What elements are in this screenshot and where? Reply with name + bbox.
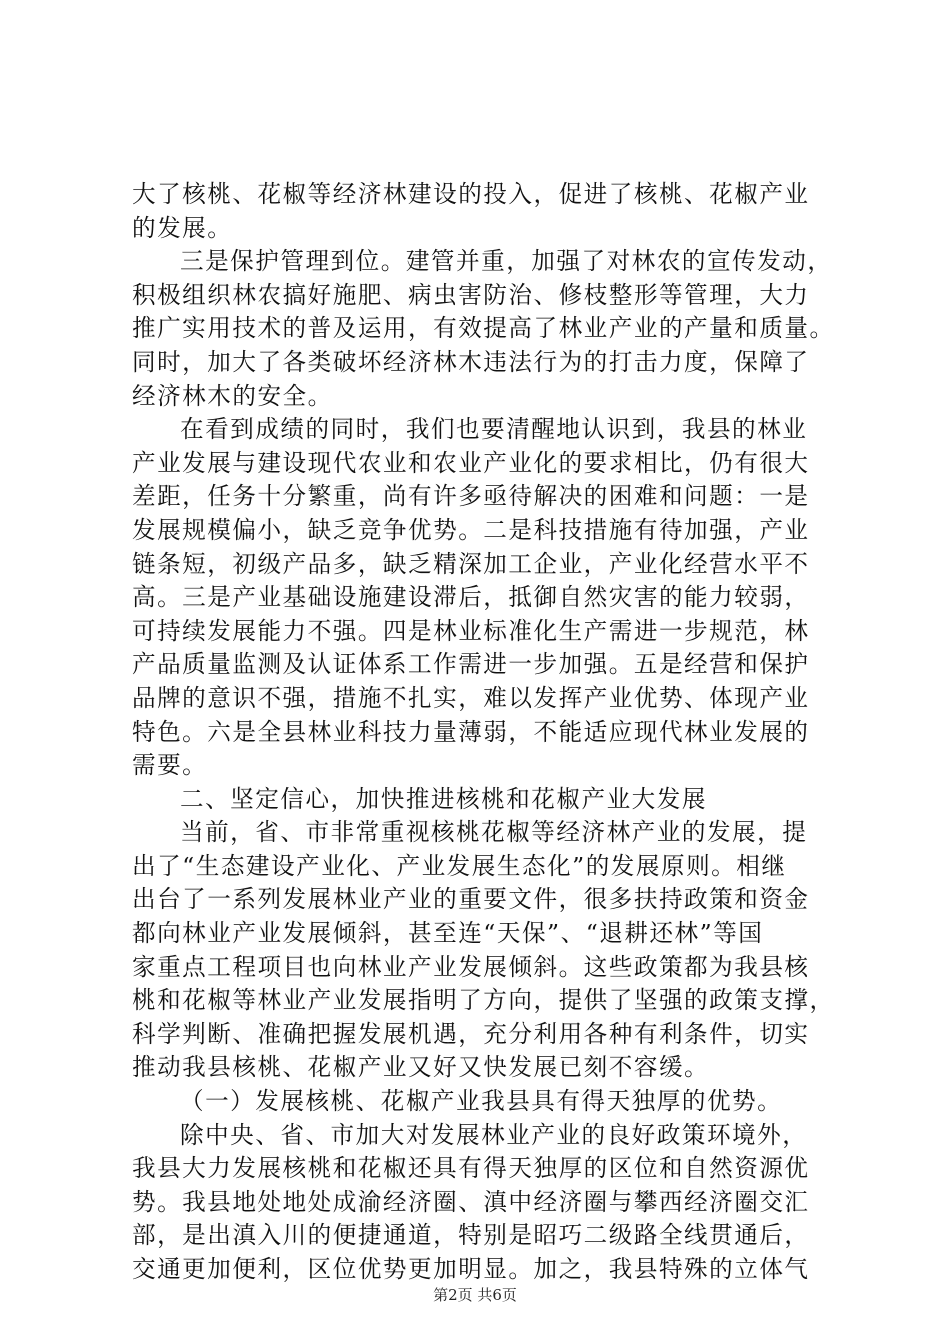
- page-number-footer: 第2页 共6页: [433, 1286, 517, 1304]
- text-line: 产品质量监测及认证体系工作需进一步加强。五是经营和保护: [132, 650, 810, 679]
- subsection-heading: （一）发展核桃、花椒产业我县具有得天独厚的优势。: [180, 1087, 783, 1116]
- text-line: 品牌的意识不强，措施不扎实，难以发挥产业优势、体现产业: [132, 683, 810, 712]
- text-line: 需要。: [132, 751, 208, 780]
- text-line: 链条短，初级产品多，缺乏精深加工企业，产业化经营水平不: [132, 549, 810, 578]
- text-line: 交通更加便利，区位优势更加明显。加之，我县特殊的立体气: [132, 1255, 810, 1283]
- text-line: 高。三是产业基础设施建设滞后，抵御自然灾害的能力较弱，: [132, 583, 810, 612]
- text-line: 家重点工程项目也向林业产业发展倾斜。这些政策都为我县核: [132, 952, 810, 981]
- text-line: 的发展。: [132, 213, 233, 242]
- text-line: 特色。六是全县林业科技力量薄弱，不能适应现代林业发展的: [132, 717, 810, 746]
- text-line: 除中央、省、市加大对发展林业产业的良好政策环境外，: [180, 1120, 808, 1149]
- text-line: 推动我县核桃、花椒产业又好又快发展已刻不容缓。: [132, 1053, 710, 1082]
- text-line: 三是保护管理到位。建管并重，加强了对林农的宣传发动，: [180, 247, 833, 276]
- section-heading: 二、坚定信心，加快推进核桃和花椒产业大发展: [180, 784, 707, 813]
- text-line: 桃和花椒等林业产业发展指明了方向，提供了坚强的政策支撑，: [132, 986, 835, 1015]
- text-line: 出台了一系列发展林业产业的重要文件，很多扶持政策和资金: [132, 885, 810, 914]
- text-line: 出了“生态建设产业化、产业发展生态化”的发展原则。相继: [132, 851, 787, 880]
- text-line: 推广实用技术的普及运用，有效提高了林业产业的产量和质量。: [132, 314, 835, 343]
- text-line: 在看到成绩的同时，我们也要清醒地认识到，我县的林业: [180, 415, 808, 444]
- text-line: 同时，加大了各类破坏经济林木违法行为的打击力度，保障了: [132, 347, 810, 376]
- text-line: 科学判断、准确把握发展机遇，充分利用各种有利条件，切实: [132, 1019, 810, 1048]
- text-line: 都向林业产业发展倾斜，甚至连“天保”、“退耕还林”等国: [132, 919, 764, 948]
- text-line: 大了核桃、花椒等经济林建设的投入，促进了核桃、花椒产业: [132, 180, 810, 208]
- text-line: 差距，任务十分繁重，尚有许多亟待解决的困难和问题：一是: [132, 482, 810, 511]
- text-line: 部，是出滇入川的便捷通道，特别是昭巧二级路全线贯通后，: [132, 1221, 810, 1250]
- text-line: 经济林木的安全。: [132, 381, 333, 410]
- text-line: 积极组织林农搞好施肥、病虫害防治、修枝整形等管理，大力: [132, 280, 810, 309]
- text-line: 我县大力发展核桃和花椒还具有得天独厚的区位和自然资源优: [132, 1154, 810, 1183]
- document-body: [132, 178, 852, 1287]
- text-line: 可持续发展能力不强。四是林业标准化生产需进一步规范，林: [132, 616, 810, 645]
- text-line: 发展规模偏小，缺乏竞争优势。二是科技措施有待加强，产业: [132, 515, 810, 544]
- text-line: 产业发展与建设现代农业和农业产业化的要求相比，仍有很大: [132, 448, 810, 477]
- text-line: 势。我县地处地处成渝经济圈、滇中经济圈与攀西经济圈交汇: [132, 1187, 810, 1216]
- text-line: 当前，省、市非常重视核桃花椒等经济林产业的发展，提: [180, 818, 808, 847]
